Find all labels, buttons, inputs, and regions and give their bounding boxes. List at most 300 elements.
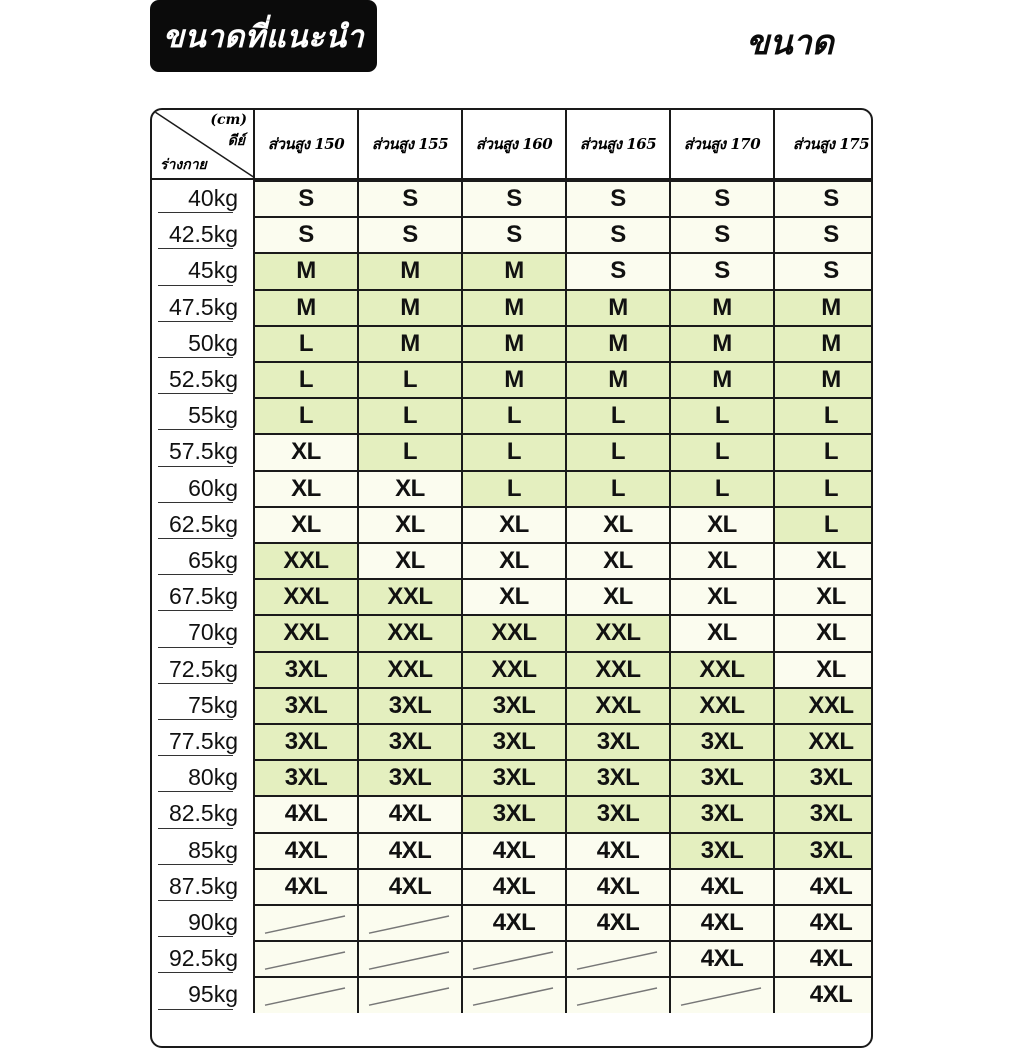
size-value: M [712,329,732,357]
size-value: S [714,185,730,213]
size-value: XL [816,583,846,611]
size-cell [775,759,873,795]
size-value: L [823,438,839,466]
size-value: L [506,474,522,502]
size-cell [775,904,873,940]
not-available-slash [567,978,671,1014]
size-cell [359,976,463,1012]
size-cell [567,542,671,578]
weight-label [152,470,255,506]
size-cell [359,904,463,940]
size-cell [671,216,775,252]
size-cell [359,868,463,904]
not-available-slash [359,906,463,942]
size-cell [671,904,775,940]
size-value: 4XL [284,800,328,828]
size-cell [567,868,671,904]
size-value: XL [291,510,321,538]
size-cell [671,687,775,723]
size-value: L [402,438,418,466]
weight-label-text: 75kg [188,691,238,718]
size-value: XXL [595,655,641,683]
weight-underline [158,357,233,358]
size-value: XL [603,583,633,611]
not-available-slash [255,978,359,1014]
size-value: XL [291,438,321,466]
corner-unit-label: (cm) [210,112,247,128]
size-cell [567,614,671,650]
size-value: L [298,329,314,357]
size-cell [567,325,671,361]
size-value: L [298,402,314,430]
size-value: XXL [699,691,745,719]
size-value: S [610,257,626,285]
size-value: S [402,221,418,249]
size-cell [671,325,775,361]
weight-label [152,868,255,904]
size-cell [671,506,775,542]
size-cell [255,289,359,325]
weight-underline [158,393,233,394]
size-cell [463,868,567,904]
not-available-slash [671,978,775,1014]
weight-label-text: 95kg [188,981,238,1008]
size-value: L [823,510,839,538]
size-value: XL [395,547,425,575]
size-value: 4XL [388,872,432,900]
weight-label [152,252,255,288]
size-value: XXL [283,583,329,611]
size-cell [775,832,873,868]
size-value: 4XL [492,909,536,937]
size-cell [775,868,873,904]
size-cell [463,216,567,252]
weight-underline [158,755,233,756]
weight-label-text: 55kg [188,402,238,429]
weight-underline [158,574,233,575]
size-cell [463,651,567,687]
size-value: M [821,293,841,321]
size-cell [671,651,775,687]
size-cell [775,506,873,542]
size-value: 3XL [809,800,853,828]
size-value: S [506,185,522,213]
size-cell [463,433,567,469]
not-available-slash [359,942,463,978]
size-value: XXL [808,728,854,756]
size-value: 4XL [809,872,853,900]
not-available-slash [567,942,671,978]
size-value: 3XL [492,800,536,828]
size-cell [359,940,463,976]
size-value: M [504,293,524,321]
weight-underline [158,1009,233,1010]
size-value: 3XL [596,728,640,756]
size-value: 3XL [492,728,536,756]
size-cell [255,687,359,723]
size-cell [567,832,671,868]
size-cell [567,506,671,542]
size-cell [255,470,359,506]
weight-underline [158,900,233,901]
weight-underline [158,972,233,973]
size-value: M [400,257,420,285]
size-value: L [714,402,730,430]
size-value: 4XL [596,909,640,937]
size-cell [671,940,775,976]
size-value: S [823,257,839,285]
size-value: 3XL [284,728,328,756]
size-value: M [712,366,732,394]
column-header-6: ส่วนสูง 175 [775,110,873,180]
size-cell [359,723,463,759]
weight-label-text: 60kg [188,474,238,501]
size-cell [775,723,873,759]
size-value: XL [816,619,846,647]
size-cell [567,289,671,325]
weight-label [152,397,255,433]
size-cell [463,904,567,940]
size-value: XXL [283,547,329,575]
size-cell [359,578,463,614]
size-value: 4XL [284,836,328,864]
size-value: L [298,366,314,394]
weight-underline [158,936,233,937]
size-value: 4XL [700,909,744,937]
size-value: 3XL [809,764,853,792]
size-cell [463,397,567,433]
size-value: XXL [595,619,641,647]
weight-label-text: 87.5kg [168,872,238,899]
size-cell [775,651,873,687]
size-cell [463,325,567,361]
size-value: 4XL [492,836,536,864]
weight-label-text: 47.5kg [168,293,238,320]
size-cell [775,289,873,325]
corner-height-label: ดีย์ [227,133,245,149]
size-value: XXL [387,619,433,647]
size-value: 4XL [596,872,640,900]
weight-underline [158,429,233,430]
size-cell [775,940,873,976]
size-cell [671,252,775,288]
size-cell [255,578,359,614]
size-value: XL [816,547,846,575]
size-cell [463,940,567,976]
size-value: 4XL [388,836,432,864]
size-cell [671,832,775,868]
weight-label-text: 80kg [188,764,238,791]
weight-label [152,687,255,723]
size-cell [567,651,671,687]
weight-label-text: 65kg [188,547,238,573]
size-cell [567,180,671,216]
size-value: 3XL [809,836,853,864]
size-cell [567,904,671,940]
weight-label-text: 90kg [188,909,238,935]
size-value: XL [395,510,425,538]
size-cell [567,759,671,795]
size-value: M [400,293,420,321]
size-cell [255,252,359,288]
weight-label-text: 70kg [188,619,238,646]
size-value: 4XL [700,945,744,973]
size-value: L [402,366,418,394]
size-cell [671,361,775,397]
size-value: M [504,366,524,394]
size-cell [255,759,359,795]
weight-label [152,361,255,397]
size-value: M [504,329,524,357]
size-cell [359,651,463,687]
size-cell [775,687,873,723]
size-cell [567,216,671,252]
weight-label [152,614,255,650]
weight-label [152,578,255,614]
size-value: XL [291,474,321,502]
size-value: S [506,221,522,249]
not-available-slash [463,942,567,978]
size-value: 4XL [284,872,328,900]
size-title: ขนาด [746,23,834,63]
weight-underline [158,719,233,720]
size-cell [567,361,671,397]
size-cell [359,470,463,506]
size-cell [775,397,873,433]
size-cell [671,397,775,433]
size-value: S [823,221,839,249]
size-value: 3XL [388,764,432,792]
weight-label-text: 72.5kg [168,655,238,682]
table-corner-header [152,110,255,180]
size-value: XL [816,655,846,683]
weight-label-text: 82.5kg [168,800,238,827]
size-cell [359,180,463,216]
size-value: S [298,221,314,249]
size-cell [671,795,775,831]
size-value: 3XL [388,728,432,756]
weight-underline [158,248,233,249]
size-value: M [608,293,628,321]
size-value: 3XL [492,764,536,792]
size-value: S [402,185,418,213]
weight-label [152,904,255,940]
size-cell [463,252,567,288]
weight-label [152,976,255,1012]
size-cell [359,252,463,288]
size-cell [359,542,463,578]
size-value: 3XL [388,691,432,719]
size-value: S [714,221,730,249]
weight-label-text: 50kg [188,329,238,356]
recommended-size-badge: ขนาดที่แนะนำ [150,0,377,72]
size-chart-table [150,108,873,1048]
weight-label-text: 57.5kg [168,438,238,465]
size-value: 3XL [700,728,744,756]
size-cell [775,795,873,831]
size-cell [567,433,671,469]
size-value: 4XL [492,872,536,900]
weight-underline [158,212,233,213]
weight-label [152,506,255,542]
size-cell [775,578,873,614]
size-cell [359,759,463,795]
size-cell [775,252,873,288]
size-cell [463,976,567,1012]
size-cell [255,904,359,940]
size-cell [255,976,359,1012]
size-cell [463,723,567,759]
size-cell [255,795,359,831]
weight-label-text: 67.5kg [168,583,238,610]
size-value: XXL [491,619,537,647]
size-cell [359,433,463,469]
column-header-4: ส่วนสูง 165 [567,110,671,180]
size-cell [255,868,359,904]
size-cell [359,325,463,361]
size-cell [359,216,463,252]
size-value: M [608,366,628,394]
size-cell [463,470,567,506]
size-cell [463,795,567,831]
size-value: L [610,402,626,430]
size-cell [255,614,359,650]
not-available-slash [255,906,359,942]
size-value: M [296,293,316,321]
size-cell [671,614,775,650]
size-cell [775,325,873,361]
size-value: XXL [699,655,745,683]
size-cell [255,542,359,578]
size-cell [775,433,873,469]
weight-label-text: 85kg [188,836,238,863]
size-value: L [823,474,839,502]
size-cell [671,470,775,506]
size-cell [463,759,567,795]
weight-underline [158,647,233,648]
size-cell [463,687,567,723]
not-available-slash [359,978,463,1014]
size-value: M [821,329,841,357]
size-cell [463,180,567,216]
corner-body-label: ร่างกาย [160,157,207,173]
size-value: M [712,293,732,321]
size-cell [567,252,671,288]
size-cell [463,361,567,397]
size-cell [775,542,873,578]
weight-label [152,795,255,831]
size-value: 3XL [700,800,744,828]
size-value: S [714,257,730,285]
size-cell [671,180,775,216]
size-cell [463,289,567,325]
size-cell [671,578,775,614]
size-cell [775,470,873,506]
size-cell [567,795,671,831]
size-value: XXL [387,583,433,611]
weight-label-text: 52.5kg [168,366,238,392]
size-cell [567,976,671,1012]
weight-label-text: 42.5kg [168,221,238,248]
size-value: L [610,474,626,502]
size-cell [255,397,359,433]
size-cell [463,506,567,542]
size-value: L [714,438,730,466]
size-value: M [504,257,524,285]
size-cell [567,578,671,614]
size-value: S [298,185,314,213]
weight-label [152,832,255,868]
size-value: XL [499,547,529,575]
size-cell [359,289,463,325]
size-value: 4XL [809,945,853,973]
size-cell [463,614,567,650]
size-value: L [823,402,839,430]
size-cell [255,832,359,868]
size-cell [671,759,775,795]
weight-underline [158,502,233,503]
weight-label-text: 62.5kg [168,510,238,537]
size-cell [671,542,775,578]
size-cell [567,470,671,506]
size-value: XL [707,619,737,647]
size-value: XXL [283,619,329,647]
weight-label [152,325,255,361]
size-cell [359,361,463,397]
not-available-slash [463,978,567,1014]
weight-underline [158,864,233,865]
size-cell [775,976,873,1012]
weight-label [152,542,255,578]
size-cell [359,614,463,650]
size-value: 3XL [596,800,640,828]
size-value: 3XL [596,764,640,792]
size-cell [463,832,567,868]
size-cell [255,180,359,216]
size-value: 3XL [284,764,328,792]
column-header-1: ส่วนสูง 150 [255,110,359,180]
size-cell [671,868,775,904]
size-value: 3XL [492,691,536,719]
size-value: XXL [595,691,641,719]
size-value: XL [603,547,633,575]
size-value: M [400,329,420,357]
size-cell [359,795,463,831]
weight-underline [158,610,233,611]
size-value: XL [603,510,633,538]
size-value: 3XL [700,836,744,864]
size-cell [463,578,567,614]
size-value: XL [499,583,529,611]
size-value: M [608,329,628,357]
weight-label [152,433,255,469]
size-cell [359,506,463,542]
size-cell [671,723,775,759]
size-value: S [610,221,626,249]
weight-underline [158,828,233,829]
size-value: XL [499,510,529,538]
size-cell [671,433,775,469]
weight-underline [158,321,233,322]
column-header-2: ส่วนสูง 155 [359,110,463,180]
size-cell [359,687,463,723]
size-value: L [714,474,730,502]
size-value: XXL [808,691,854,719]
weight-label [152,759,255,795]
size-value: M [296,257,316,285]
size-cell [255,506,359,542]
size-cell [255,216,359,252]
